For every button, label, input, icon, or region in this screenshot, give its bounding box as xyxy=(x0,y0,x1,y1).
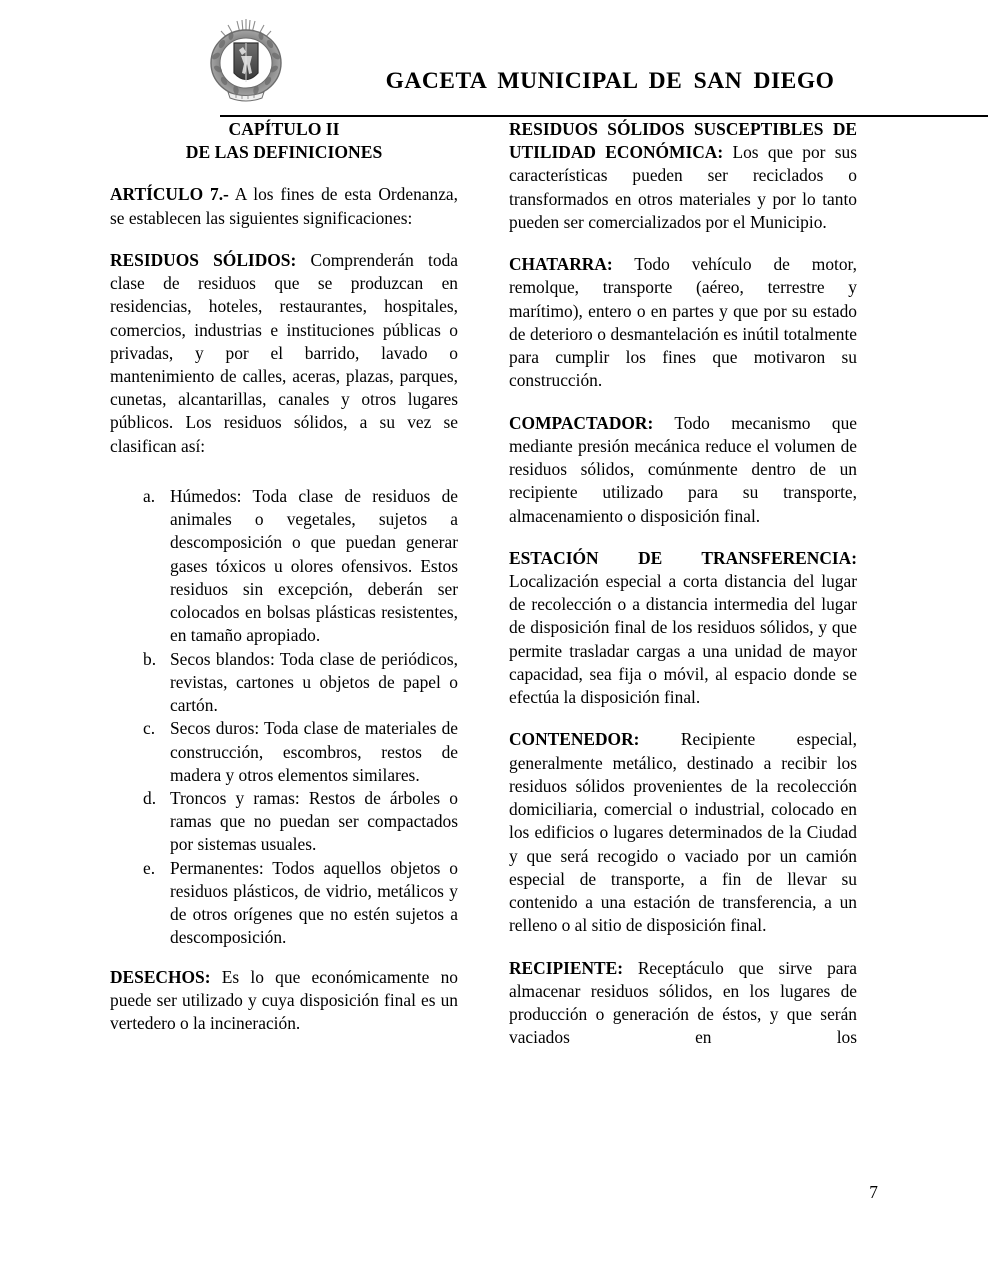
desechos-lead: DESECHOS: xyxy=(110,966,211,987)
paragraph-estacion-transferencia xyxy=(509,547,857,710)
chapter-heading xyxy=(110,118,458,163)
list-item-marker: e. xyxy=(143,857,156,878)
coat-of-arms-icon xyxy=(198,16,294,104)
residuos-susceptibles-body: Los que por sus características pueden ser reciclados o transformados en otros materiales y por lo tanto pueden ser comercializados por el Municipio. xyxy=(509,142,858,232)
estacion-transferencia-body: Localización especial a corta distancia del lugar de recolección o a distancia intermedia del lugar de disposición final de los residuos sólidos, y que permite trasladar cargas a una unidad de mayor capacidad, sea fija o móvil, al espacio donde se efectúa la disposición final. xyxy=(509,570,857,708)
list-item-marker: c. xyxy=(143,718,156,739)
residuos-solidos-lead: RESIDUOS SÓLIDOS: xyxy=(110,249,297,270)
list-item xyxy=(110,485,458,648)
list-item-text: Secos blandos: Toda clase de periódicos, revistas, cartones u objetos de papel o cartón. xyxy=(170,648,458,716)
paragraph-recipiente xyxy=(509,957,857,1050)
contenedor-lead: CONTENEDOR: xyxy=(509,729,640,750)
recipiente-lead: RECIPIENTE: xyxy=(509,957,624,978)
articulo-7-body: A los fines de esta Ordenanza, se establecen las siguientes significaciones: xyxy=(110,184,458,228)
list-spacer xyxy=(110,477,458,485)
paragraph-desechos xyxy=(110,966,458,1036)
contenedor-body: Recipiente especial, generalmente metálico, destinado a recibir los residuos sólidos provenientes de la recolección domiciliaria, comercial o industrial, colocado en los edificios o lugares determinados de la Ciudad y que será recogido o vaciado por un camión especial de transporte, a fin de llevar su contenido a una estación de transferencia, a un relleno o al sitio de disposición final. xyxy=(509,729,857,936)
estacion-transferencia-lead: ESTACIÓN DE TRANSFERENCIA: xyxy=(509,547,857,568)
list-item xyxy=(110,787,458,857)
chatarra-body: Todo vehículo de motor, remolque, transporte (aéreo, terrestre y marítimo), entero o en partes y que por su estado de deterioro o desmantelación es inútil totalmente para cumplir los fines que motivaron su construcción. xyxy=(509,254,857,391)
masthead-title: GACETA MUNICIPAL DE SAN DIEGO xyxy=(385,68,835,94)
left-column xyxy=(110,118,458,1035)
list-item-text: Permanentes: Todos aquellos objetos o residuos plásticos, de vidrio, metálicos y de otros orígenes que no estén sujetos a descomposición. xyxy=(170,857,458,948)
residuos-susceptibles-lead: RESIDUOS SÓLIDOS SUSCEPTIBLES DE UTILIDAD ECONÓMICA: xyxy=(509,119,857,163)
list-item-text: Húmedos: Toda clase de residuos de animales o vegetales, sujetos a descomposición o que puedan generar gases tóxicos u olores ofensivos. Estos residuos sin excepción, deberán ser colocados en bolsas plásticas resistentes, en tamaño apropiado. xyxy=(170,485,458,646)
page-number: 7 xyxy=(869,1182,878,1202)
list-item-text: Troncos y ramas: Restos de árboles o ramas que no puedan ser compactados por sistemas usuales. xyxy=(170,788,458,855)
list-item-marker: a. xyxy=(143,485,156,506)
desechos-body: Es lo que económicamente no puede ser utilizado y cuya disposición final es un vertedero o la incineración. xyxy=(110,966,458,1034)
paragraph-contenedor xyxy=(509,728,857,937)
list-item xyxy=(110,717,458,787)
right-column xyxy=(509,118,857,1049)
classification-list xyxy=(110,485,458,950)
chatarra-lead: CHATARRA: xyxy=(509,254,613,275)
recipiente-body: Receptáculo que sirve para almacenar residuos sólidos, en los lugares de producción o generación de éstos, y que serán vaciados en los xyxy=(509,957,857,1048)
compactador-body: Todo mecanismo que mediante presión mecánica reduce el volumen de residuos sólidos, comúnmente dentro de un recipiente utilizado para su transporte, almacenamiento o disposición final. xyxy=(509,412,857,526)
list-item-marker: d. xyxy=(143,788,157,808)
list-item-marker: b. xyxy=(143,648,157,669)
paragraph-compactador xyxy=(509,412,857,528)
paragraph-residuos-solidos xyxy=(110,249,458,458)
masthead-divider xyxy=(220,115,988,117)
compactador-lead: COMPACTADOR: xyxy=(509,412,654,433)
masthead xyxy=(110,14,878,106)
residuos-solidos-body: Comprenderán toda clase de residuos que se produzcan en residencias, hoteles, restaurantes, hospitales, comercios, industrias e instituciones públicas o privadas, y por el barrido, lavado o mantenimiento de calles, aceras, plazas, parques, cunetas, alcantarillas, canales y otros lugares públicos. Los residuos sólidos, a su vez se clasifican así: xyxy=(110,249,458,456)
paragraph-residuos-susceptibles xyxy=(509,118,857,234)
paragraph-articulo-7 xyxy=(110,183,458,229)
list-item-text: Secos duros: Toda clase de materiales de construcción, escombros, restos de madera y otros elementos similares. xyxy=(170,718,458,785)
chapter-heading-line1: CAPÍTULO II xyxy=(228,119,340,139)
chapter-heading-line2: DE LAS DEFINICIONES xyxy=(185,141,383,162)
list-item xyxy=(110,857,458,950)
articulo-7-lead: ARTÍCULO 7.- xyxy=(110,184,229,205)
list-item xyxy=(110,648,458,718)
paragraph-chatarra xyxy=(509,253,857,392)
